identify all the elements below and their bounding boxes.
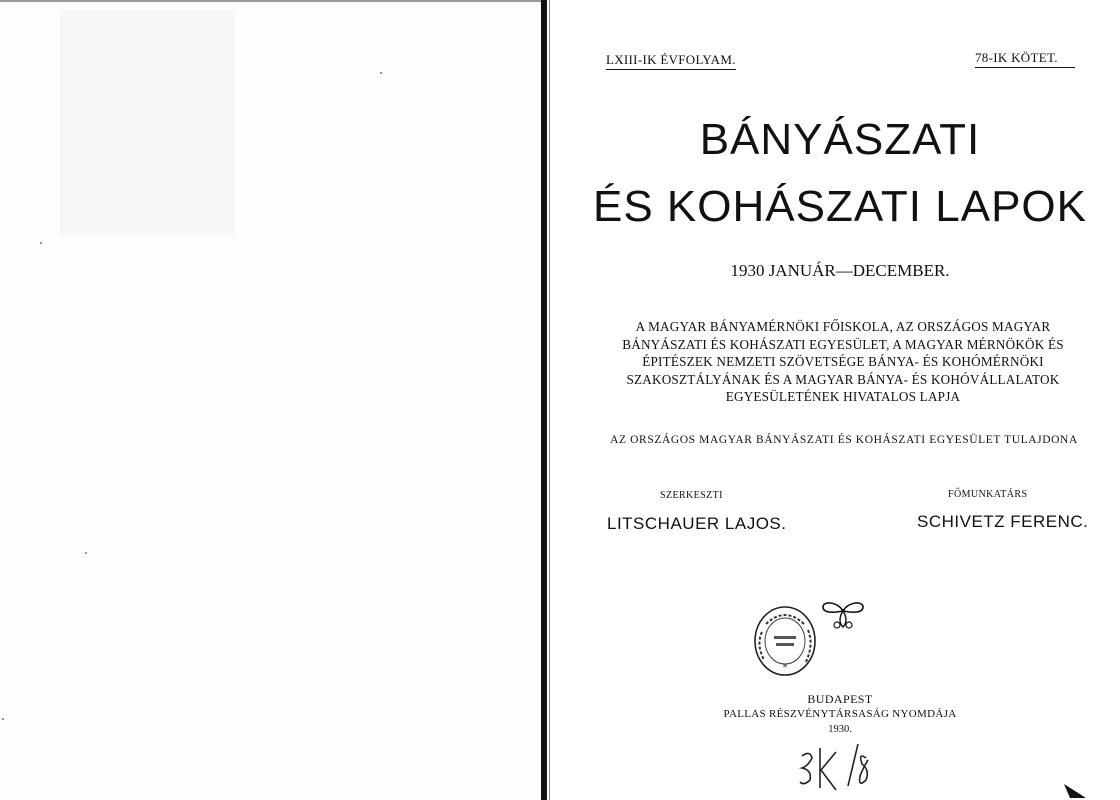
top-edge-line — [0, 0, 542, 2]
fleuron-icon — [817, 597, 869, 631]
editor-name: LITSCHAUER LAJOS. — [607, 514, 787, 533]
ownership-line: AZ ORSZÁGOS MAGYAR BÁNYÁSZATI ÉS KOHÁSZATI EGYESÜLET TULAJDONA — [610, 434, 1078, 446]
svg-text:*: * — [782, 663, 788, 673]
book-gutter — [541, 0, 547, 800]
journal-title-line2: ÉS KOHÁSZATI LAPOK — [593, 182, 1087, 231]
volume-number-label: 78-IK KÖTET. — [975, 50, 1075, 68]
date-range: 1930 JANUÁR—DECEMBER. — [730, 261, 950, 280]
journal-title-line1: BÁNYÁSZATI — [699, 115, 981, 164]
dust-speck — [2, 718, 4, 720]
corner-mark — [1060, 782, 1090, 800]
publisher-city: BUDAPEST — [807, 692, 873, 706]
page-shade — [60, 10, 235, 235]
editor-role: SZERKESZTI — [660, 490, 723, 501]
dust-speck — [380, 72, 382, 74]
printer-name: PALLAS RÉSZVÉNYTÁRSASÁG NYOMDÁJA — [723, 708, 957, 720]
handwritten-shelfmark — [796, 740, 896, 796]
library-stamp-icon — [752, 604, 818, 678]
official-description: A MAGYAR BÁNYAMÉRNÖKI FŐISKOLA, AZ ORSZÁGOS MAGYAR BÁNYÁSZATI ÉS KOHÁSZATI EGYESÜLET, A MAGYAR MÉRNÖKÖK ÉS ÉPITÉSZEK NEMZETI SZÖVETSÉGE BÁNYA- ÉS KOHÓMÉRNÖKI SZAKOSZTÁLYÁNAK ÉS A MAGYAR BÁNYA- ÉS KOHÓVÁLLALATOK EGYESÜLETÉNEK HIVATALOS LAPJA — [622, 319, 1064, 404]
left-blank-page — [0, 0, 542, 800]
publication-year: 1930. — [828, 724, 852, 735]
co-editor-role: FŐMUNKATÁRS — [948, 489, 1028, 500]
co-editor-name: SCHIVETZ FERENC. — [917, 512, 1089, 531]
book-gutter-edge — [549, 0, 550, 800]
dust-speck — [40, 242, 42, 244]
volume-year-label: LXIII-IK ÉVFOLYAM. — [606, 52, 736, 70]
dust-speck — [85, 552, 87, 554]
